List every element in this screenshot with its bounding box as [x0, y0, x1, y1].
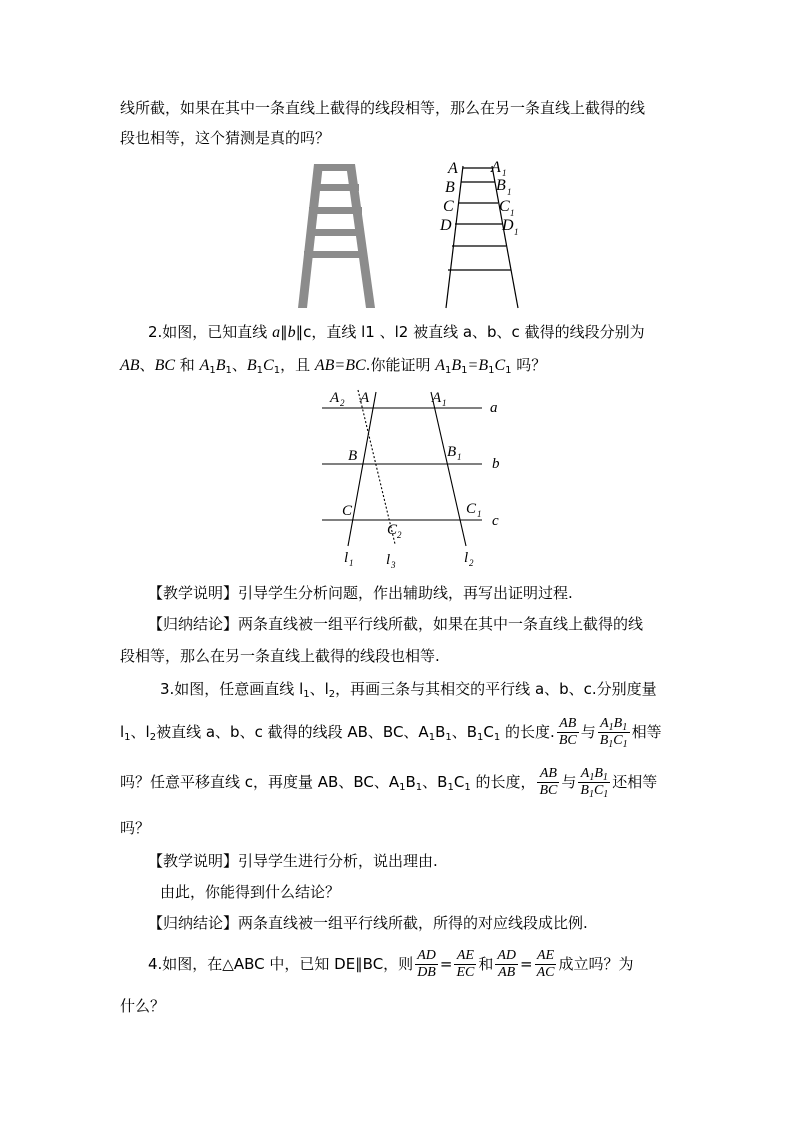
label-C1: C	[466, 501, 477, 517]
label-A: A	[448, 160, 458, 177]
teaching-note-2: 【教学说明】引导学生进行分析，说出理由.	[148, 852, 438, 870]
label-C1: C	[499, 198, 510, 215]
q3-line-2: $l_1$、$l_2$被直线 a、b、c 截得的线段 AB、BC、$A_1B_1$、$B_1C_1$ 的长度. $\frac{AB}{BC}$ 与 $\frac{A_1B_1}{B_1C_1}$ 相等	[120, 716, 662, 750]
parallel-lines-figure	[318, 384, 518, 574]
question-conclusion: 由此，你能得到什么结论？	[160, 883, 341, 901]
teaching-note-1: 【教学说明】引导学生分析问题，作出辅助线，再写出证明过程.	[148, 584, 573, 602]
fraction-ab-bc-2: $\frac{AB}{BC}$	[539, 766, 558, 798]
label-D1: D	[502, 217, 514, 234]
q3-line-4: 吗？	[120, 819, 151, 837]
label-A2: A	[330, 390, 340, 406]
q4-line-2: 什么？	[120, 997, 166, 1015]
label-l2: l	[464, 550, 469, 566]
line-l1	[348, 392, 376, 546]
fraction-ae-ec: $\frac{AE}{EC}$	[456, 948, 475, 980]
line-l2	[431, 392, 466, 546]
q2-line-2: AB、BC 和 $A_1B_1$、$B_1C_1$，且 AB=BC.你能证明 $A_1B_1=B_1C_1$ 吗？	[120, 356, 547, 376]
label-A1: A	[432, 390, 442, 406]
fraction-ad-ab: $\frac{AD}{AB}$	[497, 948, 517, 980]
fraction-a1b1-b1c1-2: $\frac{A_1B_1}{B_1C_1}$	[580, 766, 609, 800]
conclusion-1-line-2: 段相等，那么在另一条直线上截得的线段也相等.	[120, 647, 440, 665]
label-A1-sub: 1	[502, 168, 507, 178]
label-C2: C	[387, 522, 398, 538]
label-l3-sub: 3	[391, 560, 396, 570]
q3-line-1: 3.如图，任意画直线 $l_1$、$l_2$，再画三条与其相交的平行线 a、b、c.分别度量	[160, 680, 657, 700]
label-line-a: a	[490, 400, 498, 416]
label-l2-sub: 2	[469, 558, 474, 568]
label-D1-sub: 1	[514, 227, 519, 237]
fraction-ad-db: $\frac{AD}{DB}$	[417, 948, 436, 980]
label-line-b: b	[492, 456, 500, 472]
label-B: B	[445, 179, 455, 196]
label-B1-sub: 1	[507, 187, 512, 197]
label-A1-sub: 1	[442, 398, 447, 408]
q3-line-3: 吗？任意平移直线 c，再度量 AB、BC、$A_1B_1$、$B_1C_1$ 的长度， $\frac{AB}{BC}$ 与 $\frac{A_1B_1}{B_1C_1}$ 还相等	[120, 766, 658, 800]
label-A1: A	[491, 159, 501, 176]
label-B1-sub: 1	[457, 452, 462, 462]
intro-line-1: 线所截，如果在其中一条直线上截得的线段相等，那么在另一条直线上截得的线	[120, 99, 646, 117]
label-B: B	[348, 448, 358, 464]
label-C2-sub: 2	[397, 530, 402, 540]
label-l1-sub: 1	[349, 558, 354, 568]
label-C: C	[342, 503, 353, 519]
label-B1: B	[447, 444, 457, 460]
gray-ladder-illustration	[298, 164, 375, 308]
label-B1: B	[496, 177, 506, 194]
fraction-ae-ac: $\frac{AE}{AC}$	[536, 948, 555, 980]
fraction-a1b1-b1c1: $\frac{A_1B_1}{B_1C_1}$	[599, 716, 628, 750]
ladder-figure	[290, 158, 530, 310]
label-A: A	[360, 390, 370, 406]
label-l3: l	[386, 552, 391, 568]
label-A2-sub: 2	[340, 398, 345, 408]
label-C1-sub: 1	[477, 509, 482, 519]
line-l3-dashed	[358, 390, 395, 544]
fraction-ab-bc: $\frac{AB}{BC}$	[558, 716, 577, 748]
label-D: D	[440, 217, 452, 234]
q4-line-1: 4.如图，在△ABC 中，已知 DE∥BC，则 $\frac{AD}{DB}$ = $\frac{AE}{EC}$ 和 $\frac{AD}{AB}$ = $\frac{AE}{AC}$ 成立吗？为	[148, 948, 634, 980]
label-C: C	[443, 198, 454, 215]
label-l1: l	[344, 550, 349, 566]
intro-line-2: 段也相等，这个猜测是真的吗？	[120, 129, 331, 147]
label-line-c: c	[492, 513, 499, 529]
conclusion-2: 【归纳结论】两条直线被一组平行线所截，所得的对应线段成比例.	[148, 914, 588, 932]
conclusion-1-line-1: 【归纳结论】两条直线被一组平行线所截，如果在其中一条直线上截得的线	[148, 615, 644, 633]
q2-line-1: 2.如图，已知直线 a∥b∥c，直线 l1 、l2 被直线 a、b、c 截得的线段分别为	[148, 323, 645, 341]
label-C1-sub: 1	[510, 208, 515, 218]
